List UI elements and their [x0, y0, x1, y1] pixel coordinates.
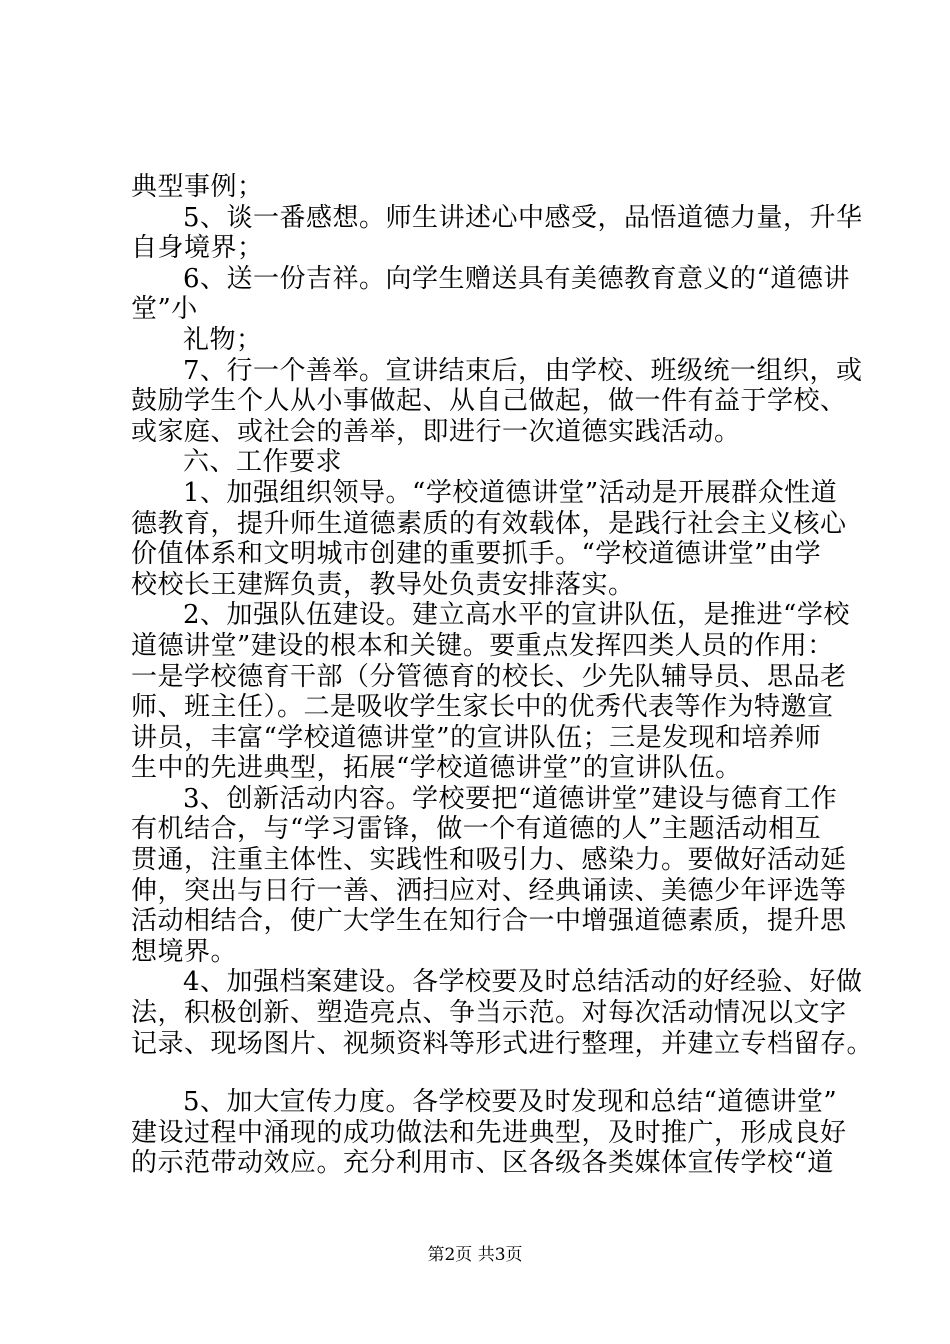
text-line: 活动相结合，使广大学生在知行合一中增强道德素质，提升思 [131, 906, 847, 937]
text-line: 记录、现场图片、视频资料等形式进行整理，并建立专档留存。 [131, 1028, 874, 1059]
text-line: 或家庭、或社会的善举，即进行一次道德实践活动。 [131, 416, 741, 447]
text-line: 校校长王建辉负责，教导处负责安排落实。 [131, 569, 635, 600]
section-heading: 六、工作要求 [183, 447, 343, 478]
text-line: 6、送一份吉祥。向学生赠送具有美德教育意义的“道德讲 [183, 263, 850, 294]
text-line: 的示范带动效应。充分利用市、区各级各类媒体宣传学校“道 [131, 1148, 834, 1179]
text-line: 讲员，丰富“学校道德讲堂”的宣讲队伍；三是发现和培养师 [131, 722, 822, 753]
page-footer [0, 1240, 950, 1265]
text-line: 建设过程中涌现的成功做法和先进典型，及时推广，形成良好 [131, 1117, 847, 1148]
text-line: 伸，突出与日行一善、洒扫应对、经典诵读、美德少年评选等 [131, 875, 847, 906]
text-line: 价值体系和文明城市创建的重要抓手。“学校道德讲堂”由学 [131, 539, 822, 570]
text-line: 一是学校德育干部（分管德育的校长、少先队辅导员、思品老 [131, 661, 847, 692]
text-line: 贯通，注重主体性、实践性和吸引力、感染力。要做好活动延 [131, 845, 847, 876]
text-line: 4、加强档案建设。各学校要及时总结活动的好经验、好做 [183, 967, 863, 998]
text-line: 道德讲堂”建设的根本和关键。要重点发挥四类人员的作用： [131, 630, 834, 661]
text-line: 1、加强组织领导。“学校道德讲堂”活动是开展群众性道 [183, 477, 838, 508]
text-line: 想境界。 [131, 936, 238, 967]
text-line: 师、班主任）。二是吸收学生家长中的优秀代表等作为特邀宣 [131, 692, 834, 723]
text-line: 5、谈一番感想。师生讲述心中感受，品悟道德力量，升华 [183, 202, 863, 233]
text-line: 典型事例； [131, 172, 264, 202]
text-line: 有机结合，与“学习雷锋，做一个有道德的人”主题活动相互 [131, 814, 822, 845]
text-line: 7、行一个善举。宣讲结束后，由学校、班级统一组织，或 [183, 355, 863, 386]
text-line: 礼物； [183, 324, 263, 355]
text-line: 自身境界； [131, 233, 264, 264]
text-line: 堂”小 [131, 294, 198, 325]
document-body [131, 172, 874, 1179]
text-line: 生中的先进典型，拓展“学校道德讲堂”的宣讲队伍。 [131, 753, 742, 784]
text-line: 5、加大宣传力度。各学校要及时发现和总结“道德讲堂” [183, 1087, 838, 1118]
page-number: 第2页 共3页 [427, 1245, 523, 1265]
text-line: 德教育，提升师生道德素质的有效载体，是践行社会主义核心 [131, 508, 847, 539]
paragraph-gap [131, 1059, 831, 1087]
text-line: 法，积极创新、塑造亮点、争当示范。对每次活动情况以文字 [131, 998, 847, 1029]
text-line: 鼓励学生个人从小事做起、从自己做起，做一件有益于学校、 [131, 386, 847, 417]
text-line: 3、创新活动内容。学校要把“道德讲堂”建设与德育工作 [183, 783, 838, 814]
text-line: 2、加强队伍建设。建立高水平的宣讲队伍，是推进“学校 [183, 600, 850, 631]
